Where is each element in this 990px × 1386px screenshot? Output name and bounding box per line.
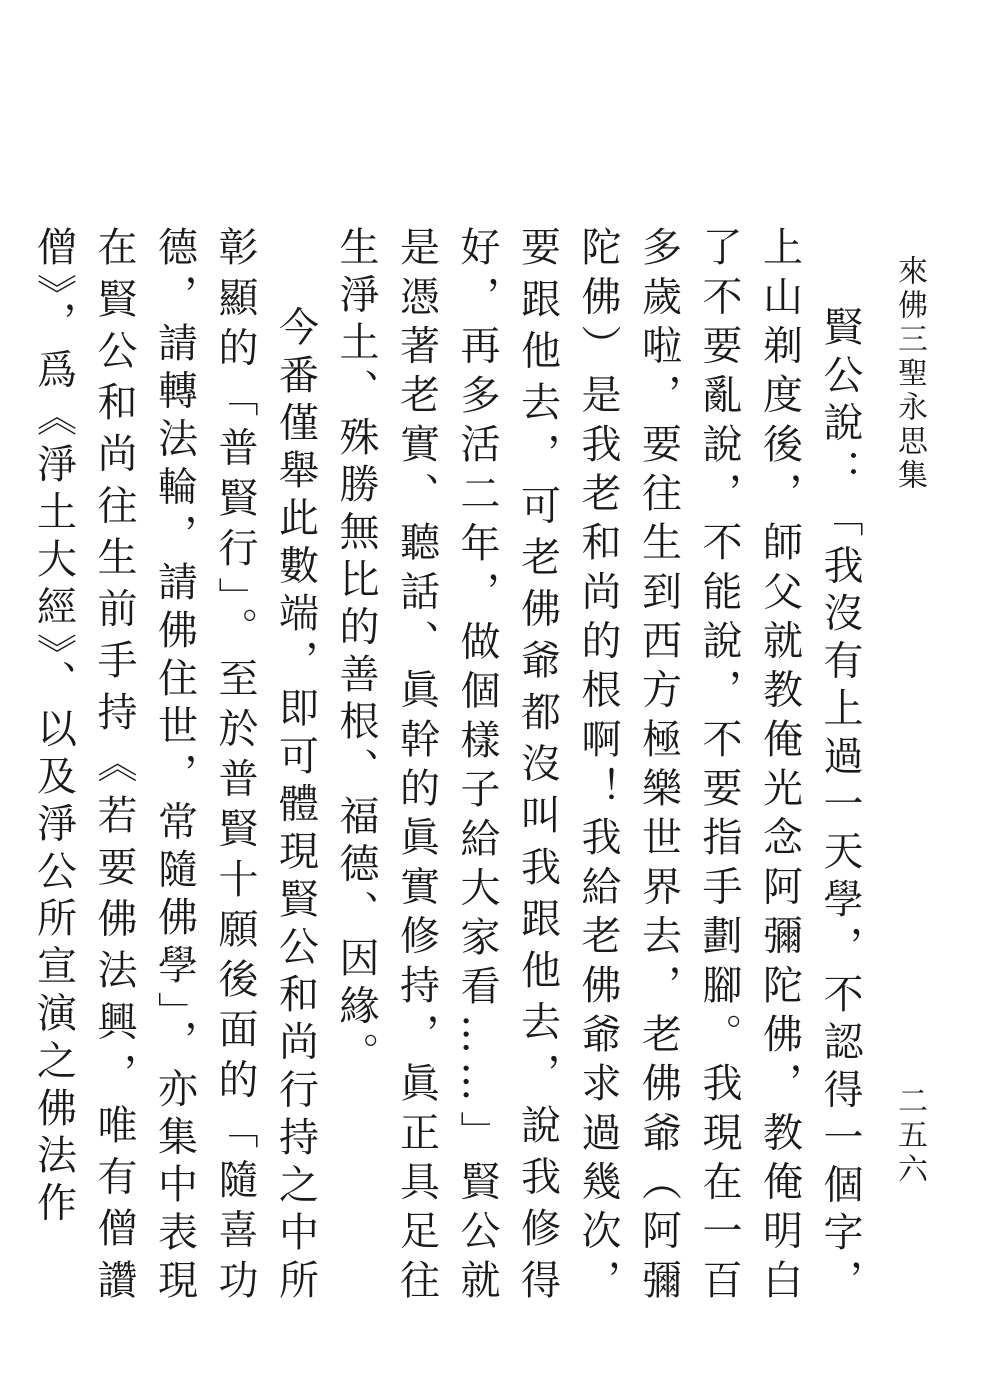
page-number: 二五六 [892,1085,927,1187]
running-title: 來佛三聖永思集 [892,255,927,493]
paragraph: 今番僅舉此數端，即可體現賢公和尚行持之中所彰顯的「普賢行」。至於普賢十願後面的「隨喜功德，請轉法輪，請佛住世，常隨佛學」，亦集中表現在賢公和尚往生前手持《若要佛法興，唯有僧讚僧》，爲《淨土大經》、以及淨公所宣演之佛法作 [30,226,319,1306]
body-text [30,226,870,1306]
paragraph: 賢公說：「我沒有上過一天學，不認得一個字，上山剃度後，師父就教俺光念阿彌陀佛，教俺明白了不要亂說，不能說，不要指手劃腳。我現在一百多歲啦，要往生到西方極樂世界去，老佛爺（阿彌陀佛）是我老和尚的根啊！我給老佛爺求過幾次，要跟他去，可老佛爺都沒叫我跟他去，說我修得好，再多活二年，做個樣子給大家看……」賢公就是憑著老實、聽話、眞幹的眞實修持，眞正具足往生淨土、殊勝無比的善根、福德、因緣。 [333,226,863,1306]
